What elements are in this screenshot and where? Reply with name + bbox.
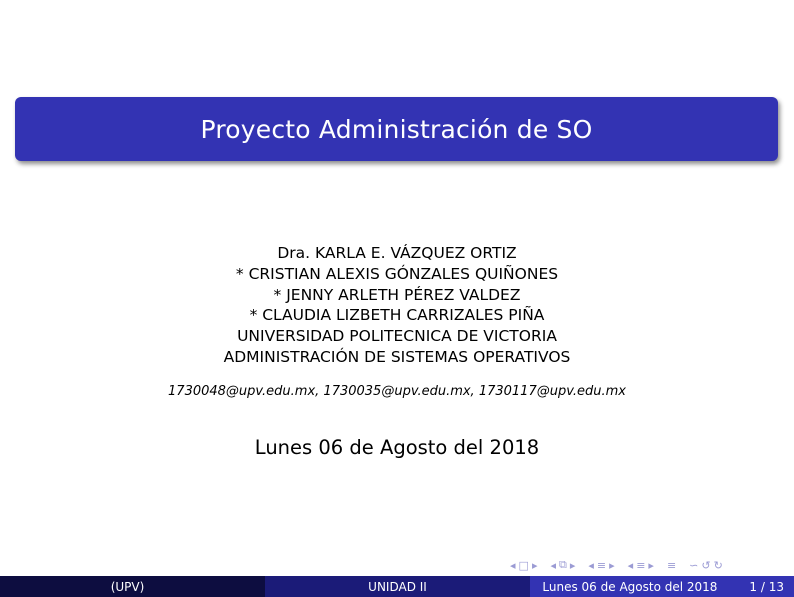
footer-page-number: 1 / 13 <box>749 579 784 594</box>
appendix-icon[interactable]: ≡ <box>666 558 677 572</box>
author-line: Dra. KARLA E. VÁZQUEZ ORTIZ <box>277 244 517 262</box>
document-prev-icon[interactable]: ◂ <box>627 558 634 572</box>
course-line: ADMINISTRACIÓN DE SISTEMAS OPERATIVOS <box>223 347 571 366</box>
document-next-icon[interactable]: ▸ <box>648 558 654 572</box>
document-icon[interactable]: ≡ <box>636 558 646 572</box>
institution-line: UNIVERSIDAD POLITECNICA DE VICTORIA <box>237 327 557 346</box>
subsection-icon[interactable]: ⧉ <box>559 558 567 571</box>
subsection-next-icon[interactable]: ▸ <box>569 558 576 572</box>
frame-icon[interactable]: □ <box>518 558 529 572</box>
search-icon[interactable]: ∽ <box>689 558 699 572</box>
section-next-icon[interactable]: ▸ <box>609 558 615 572</box>
footer-bar <box>0 576 794 597</box>
slide-title: Proyecto Administración de SO <box>200 114 593 144</box>
author-line: * JENNY ARLETH PÉREZ VALDEZ <box>273 285 521 304</box>
footer-institution-cell <box>0 576 265 597</box>
footer-unit-cell <box>265 576 530 597</box>
email-list: 1730048@upv.edu.mx, 1730035@upv.edu.mx, 1730117@upv.edu.mx <box>168 384 626 399</box>
footer-unit: UNIDAD II <box>368 579 427 594</box>
presentation-date: Lunes 06 de Agosto del 2018 <box>254 436 540 459</box>
footer-institution: (UPV) <box>110 579 145 594</box>
author-block <box>0 243 794 368</box>
forward-icon[interactable]: ↻ <box>713 558 723 572</box>
title-banner <box>15 97 778 161</box>
footer-date: Lunes 06 de Agosto del 2018 <box>542 579 718 594</box>
frame-next-icon[interactable]: ▸ <box>531 558 538 572</box>
frame-prev-icon[interactable]: ◂ <box>510 558 516 572</box>
author-line: * CRISTIAN ALEXIS GÓNZALES QUIÑONES <box>235 264 559 283</box>
back-icon[interactable]: ↺ <box>701 558 711 572</box>
subsection-prev-icon[interactable]: ◂ <box>550 558 556 572</box>
section-prev-icon[interactable]: ◂ <box>588 558 594 572</box>
footer-date-cell <box>530 576 794 597</box>
author-line: * CLAUDIA LIZBETH CARRIZALES PIÑA <box>249 306 545 325</box>
navigation-bar <box>510 557 790 573</box>
section-icon[interactable]: ≡ <box>596 558 607 572</box>
